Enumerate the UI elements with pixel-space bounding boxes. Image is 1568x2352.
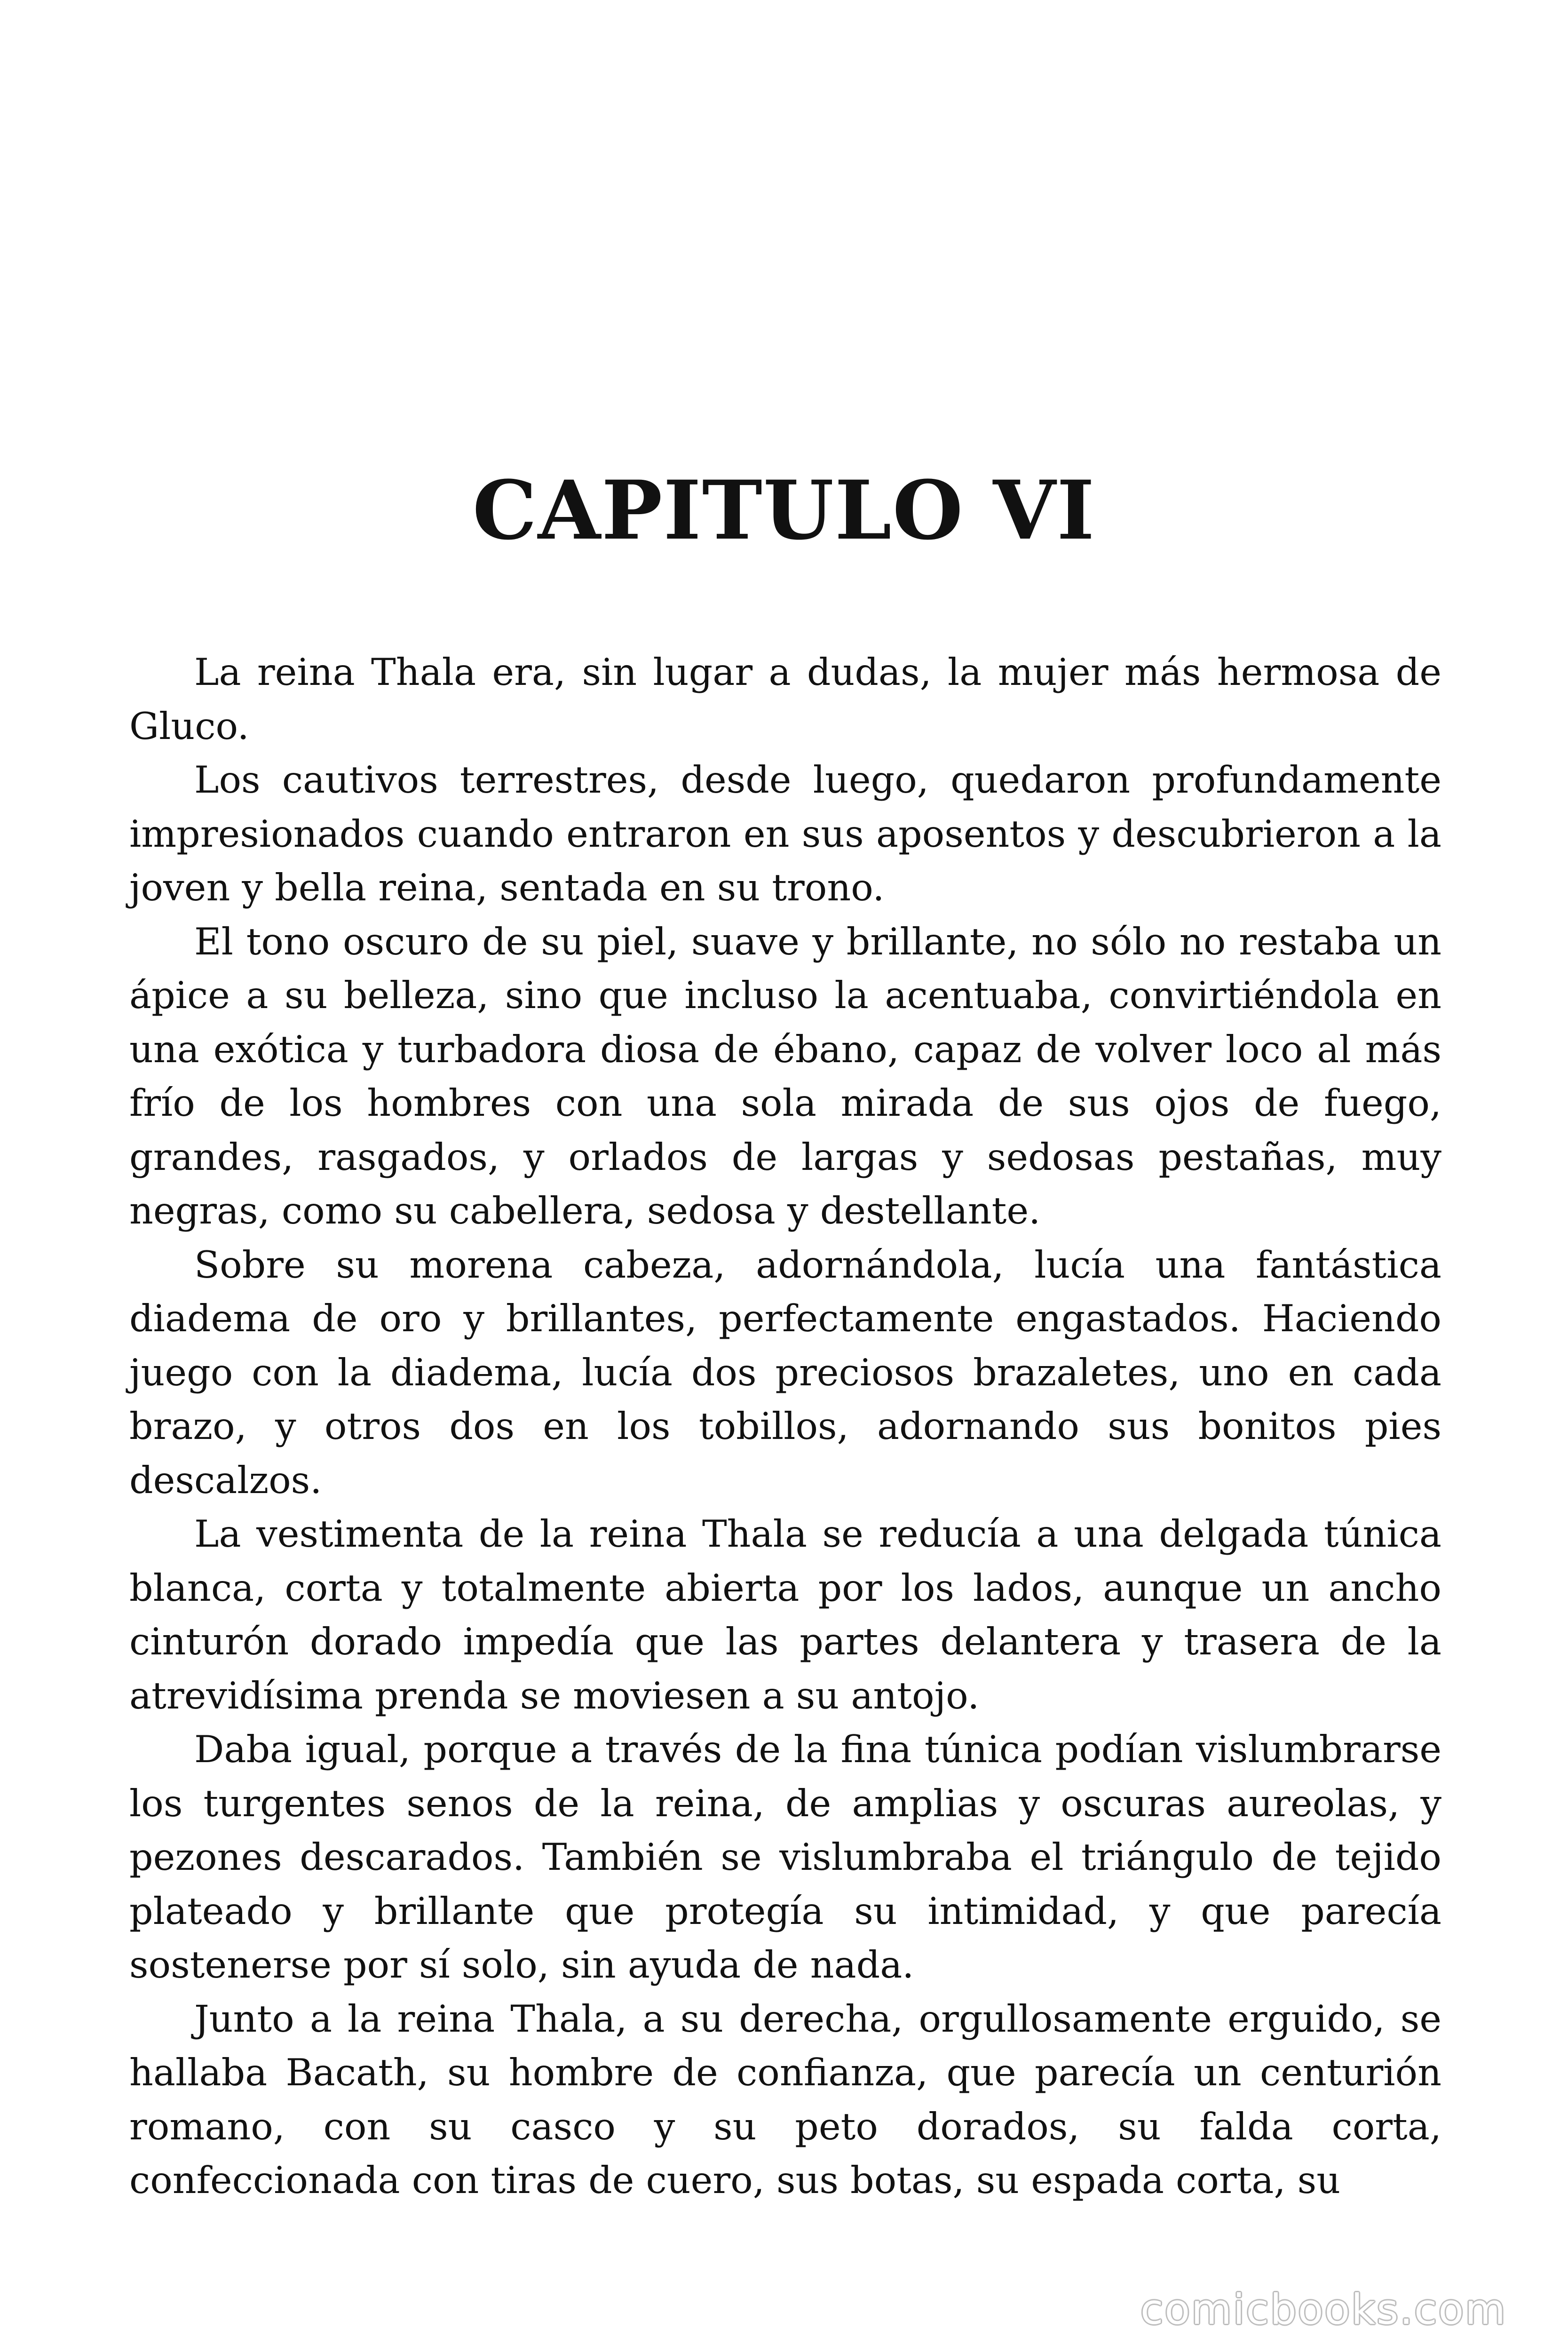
paragraph-7: Junto a la reina Thala, a su derecha, orgullosamente erguido, se hallaba Bacath, su hombre de confianza, que parecía un centurión romano, con su casco y su peto dorados, su falda corta, confeccionada con tiras de cuero, sus botas, su espada corta, su bbox=[129, 1997, 1441, 2202]
paragraph-6: Daba igual, porque a través de la fina túnica podían vislumbrarse los turgentes senos de la reina, de amplias y oscuras aureolas, y pezones descarados. También se vislumbraba el triángulo de tejido plateado y brillante que protegía su intimidad, y que parecía sostenerse por sí solo, sin ayuda de nada. bbox=[129, 1728, 1441, 1986]
paragraph-1: La reina Thala era, sin lugar a dudas, la mujer más hermosa de Gluco. bbox=[129, 651, 1441, 748]
chapter-body bbox=[129, 645, 1441, 2208]
watermark: comicbooks.com bbox=[1140, 2285, 1507, 2334]
paragraph-5: La vestimenta de la reina Thala se reducía a una delgada túnica blanca, corta y totalmente abierta por los lados, aunque un ancho cinturón dorado impedía que las partes delantera y trasera de la atrevidísima prenda se moviesen a su antojo. bbox=[129, 1512, 1441, 1717]
chapter-title: CAPITULO VI bbox=[472, 462, 1096, 558]
paragraph-2: Los cautivos terrestres, desde luego, quedaron profundamente impresionados cuando entraron en sus aposentos y descubrieron a la joven y bella reina, sentada en su trono. bbox=[129, 758, 1441, 909]
paragraph-4: Sobre su morena cabeza, adornándola, lucía una fantástica diadema de oro y brillantes, perfectamente engastados. Haciendo juego con la diadema, lucía dos preciosos brazaletes, uno en cada brazo, y otros dos en los tobillos, adornando sus bonitos pies descalzos. bbox=[129, 1243, 1441, 1502]
paragraph-3: El tono oscuro de su piel, suave y brillante, no sólo no restaba un ápice a su belleza, sino que incluso la acentuaba, convirtiéndola en una exótica y turbadora diosa de ébano, capaz de volver loco al más frío de los hombres con una sola mirada de sus ojos de fuego, grandes, rasgados, y orlados de largas y sedosas pestañas, muy negras, como su cabellera, sedosa y destellante. bbox=[129, 920, 1441, 1232]
